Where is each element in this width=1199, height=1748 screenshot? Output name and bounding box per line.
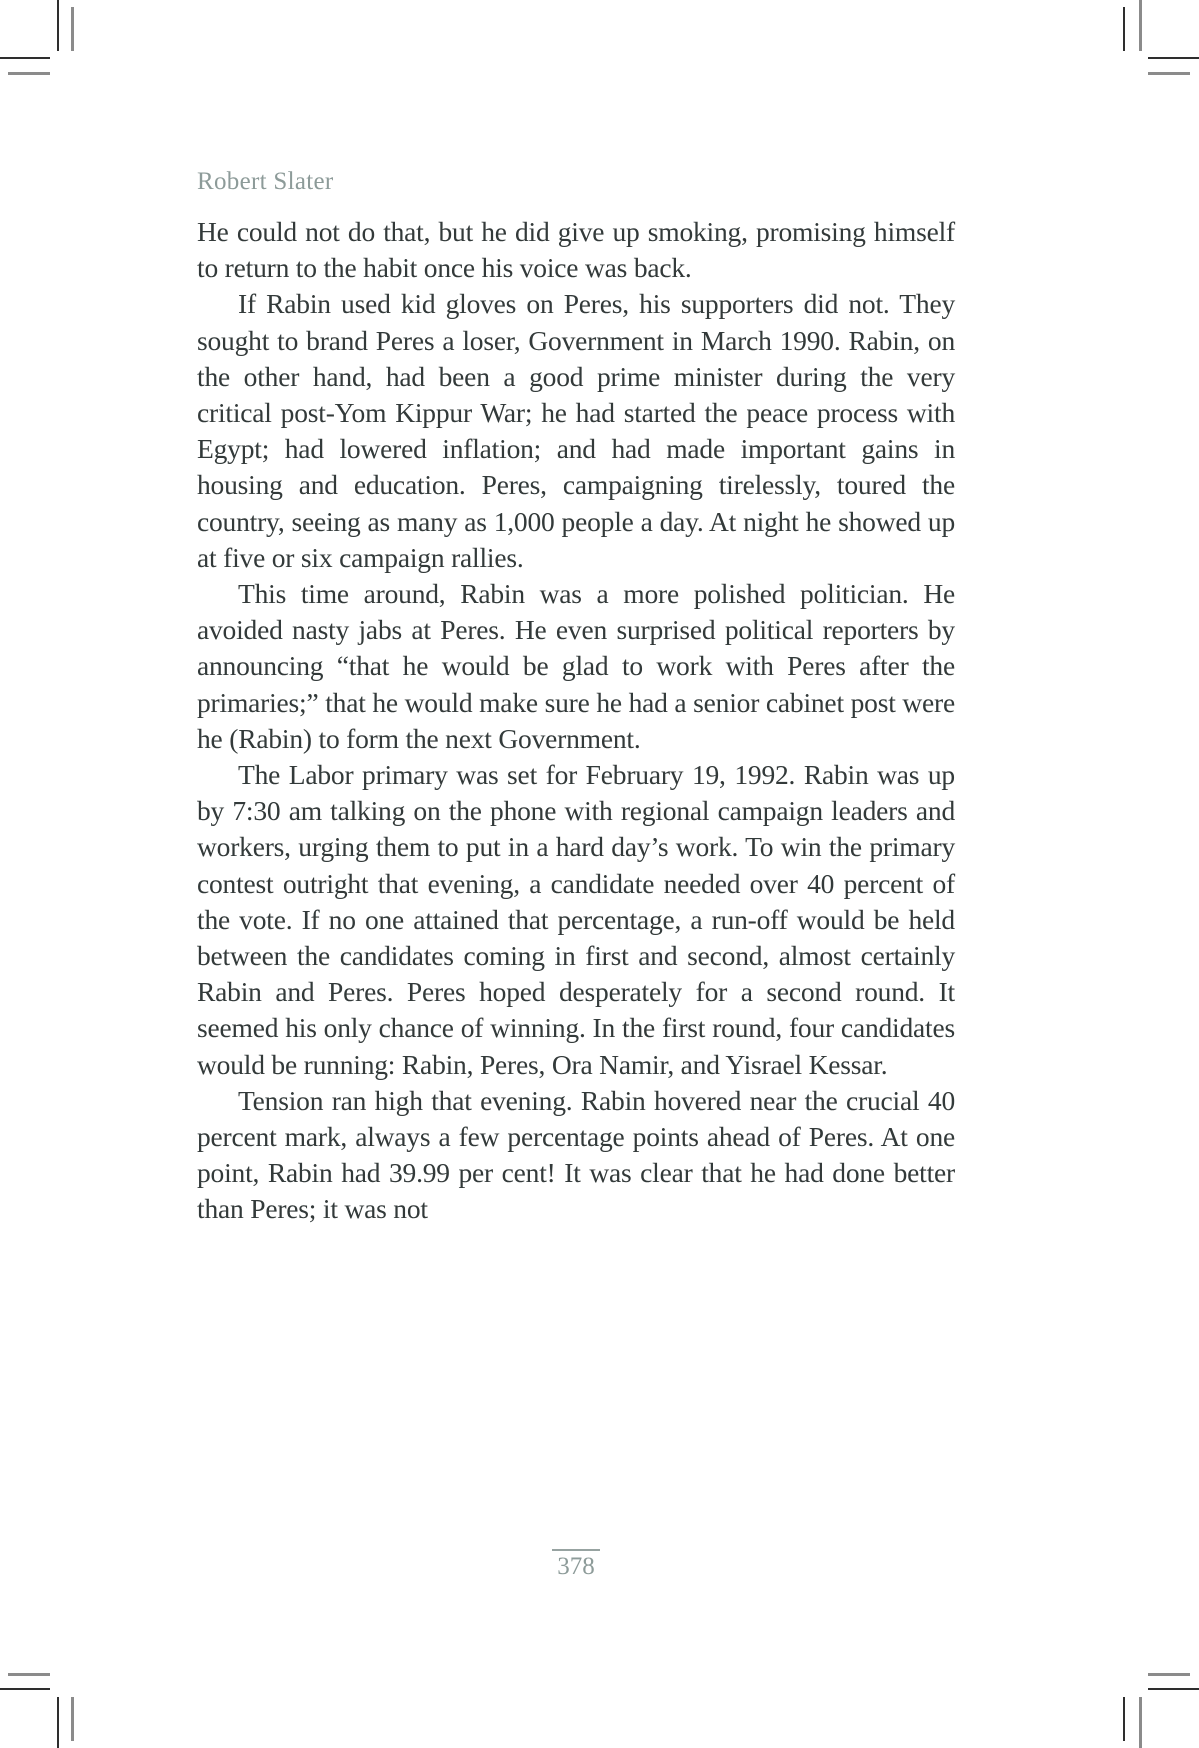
page-footer bbox=[197, 1549, 955, 1581]
page-number: 378 bbox=[552, 1549, 600, 1581]
paragraph: This time around, Rabin was a more polished politician. He avoided nasty jabs at Peres. He even surprised political reporters by announcing “that he would be glad to work with Peres after the primaries;” that he would make sure he had a senior cabinet post were he (Rabin) to form the next Government. bbox=[197, 578, 955, 754]
running-header-author: Robert Slater bbox=[197, 168, 334, 195]
crop-mark-bottom-left-horizontal-inner bbox=[8, 1673, 50, 1676]
crop-mark-bottom-left-horizontal-outer bbox=[0, 1688, 50, 1690]
crop-mark-top-right-horizontal-inner bbox=[1148, 72, 1190, 75]
paragraph: Tension ran high that evening. Rabin hovered near the crucial 40 percent mark, always a few percentage points ahead of Peres. At one point, Rabin had 39.99 per cent! It was clear that he had done better than Peres; it was not bbox=[197, 1084, 955, 1225]
crop-mark-bottom-right-horizontal-inner bbox=[1148, 1673, 1190, 1676]
body-text bbox=[197, 214, 955, 1228]
crop-mark-top-left-horizontal-outer bbox=[0, 57, 50, 59]
crop-mark-top-left-vertical-inner bbox=[71, 7, 74, 51]
paragraph: The Labor primary was set for February 19, 1992. Rabin was up by 7:30 am talking on the phone with regional campaign leaders and workers, urging them to put in a hard day’s work. To win the primary contest outright that evening, a candidate needed over 40 percent of the vote. If no one attained that percentage, a run-off would be held between the candidates coming in first and second, almost certainly Rabin and Peres. Peres hoped desperately for a second round. It seemed his only chance of winning. In the first round, four candidates would be running: Rabin, Peres, Ora Namir, and Yisrael Kessar. bbox=[197, 759, 955, 1080]
crop-mark-bottom-right-vertical-inner bbox=[1123, 1697, 1125, 1741]
crop-mark-bottom-left-vertical-outer bbox=[57, 1697, 59, 1748]
crop-mark-top-right-vertical-inner bbox=[1123, 7, 1125, 51]
crop-mark-bottom-right-horizontal-outer bbox=[1148, 1688, 1199, 1690]
crop-mark-top-right-horizontal-outer bbox=[1148, 57, 1199, 59]
crop-mark-top-left-vertical-outer bbox=[57, 0, 59, 51]
crop-mark-bottom-right-vertical-outer bbox=[1139, 1697, 1142, 1748]
crop-mark-top-left-horizontal-inner bbox=[8, 72, 50, 75]
crop-mark-bottom-left-vertical-inner bbox=[71, 1697, 74, 1741]
crop-mark-top-right-vertical-outer bbox=[1139, 0, 1142, 51]
paragraph: If Rabin used kid gloves on Peres, his supporters did not. They sought to brand Peres a loser, Government in March 1990. Rabin, on the other hand, had been a good prime minister during the very critical post-Yom Kippur War; he had started the peace process with Egypt; had lowered inflation; and had made important gains in housing and education. Peres, campaigning tirelessly, toured the country, seeing as many as 1,000 people a day. At night he showed up at five or six campaign rallies. bbox=[197, 288, 955, 573]
paragraph-continuation: He could not do that, but he did give up smoking, promising himself to return to the habit once his voice was back. bbox=[197, 216, 955, 284]
